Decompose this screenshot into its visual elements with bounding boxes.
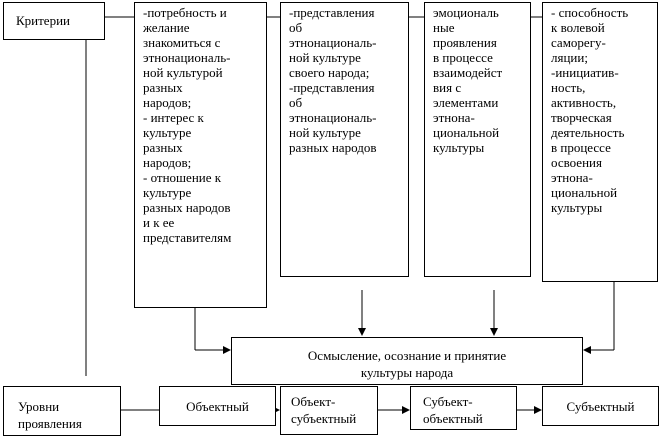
criterion-motivational: -потребность и желание знакомиться с этнонациональ- ной культурой разных народов; - интерес к культуре разных народов; - отношение к культуре разных народов и к ее представителям <box>134 2 267 308</box>
levels-box: Уровни проявления <box>3 386 121 436</box>
criteria-box <box>3 2 105 40</box>
criterion-activity: - способность к волевой саморегу- ляции; -инициатив- ность, активность, творческая деятельность в процессе освоения этнона- циональной культуры <box>542 2 658 282</box>
level-object-subject: Объект- субъектный <box>280 386 378 435</box>
comprehension-box: Осмысление, осознание и принятие культуры народа <box>231 337 583 385</box>
criteria-label: Критерии <box>16 13 70 28</box>
criterion-emotional: эмоциональ ные проявления в процессе взаимодейст вия с элементами этнона- циональной культуры <box>424 2 531 277</box>
level-subject-object: Субъект- объектный <box>410 386 517 430</box>
level-object: Объектный <box>159 386 276 426</box>
criterion-cognitive: -представления об этнонациональ- ной культуре своего народа; -представления об этнонациональ- ной культуре разных народов <box>280 2 409 277</box>
level-subject: Субъектный <box>542 386 659 426</box>
